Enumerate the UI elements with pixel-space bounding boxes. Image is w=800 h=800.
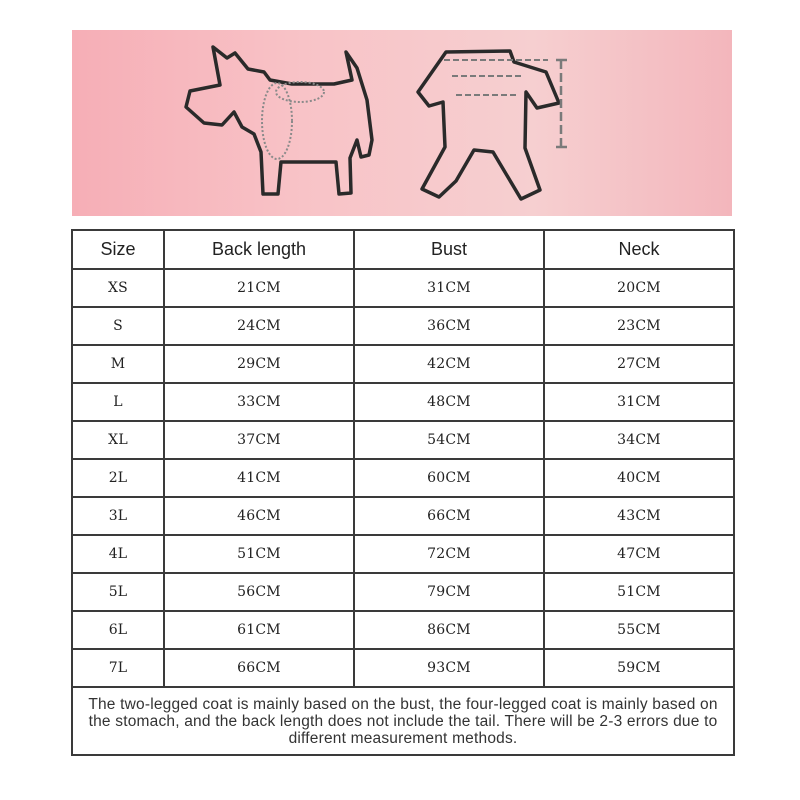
neck-cell: 31CM [544,383,734,421]
bust-cell: 31CM [354,269,544,307]
bust-cell: 48CM [354,383,544,421]
column-header-neck: Neck [544,230,734,269]
back-length-cell: 37CM [164,421,354,459]
bust-cell: 79CM [354,573,544,611]
bust-cell: 42CM [354,345,544,383]
neck-cell: 59CM [544,649,734,687]
size-cell: 7L [72,649,164,687]
column-header-back-length: Back length [164,230,354,269]
table-row [72,573,734,611]
coat-measure-lines [444,60,548,95]
size-cell: 2L [72,459,164,497]
table-row [72,307,734,345]
back-length-cell: 41CM [164,459,354,497]
size-cell: S [72,307,164,345]
table-row [72,649,734,687]
size-cell: XL [72,421,164,459]
note-row [72,687,734,755]
bust-cell: 72CM [354,535,544,573]
table-row [72,383,734,421]
table-row [72,269,734,307]
neck-cell: 47CM [544,535,734,573]
back-length-cell: 24CM [164,307,354,345]
size-cell: 3L [72,497,164,535]
bust-cell: 54CM [354,421,544,459]
size-chart-table [71,229,735,756]
back-length-cell: 21CM [164,269,354,307]
size-cell: XS [72,269,164,307]
table-row [72,421,734,459]
neck-cell: 55CM [544,611,734,649]
back-length-cell: 46CM [164,497,354,535]
neck-cell: 34CM [544,421,734,459]
table-row [72,497,734,535]
back-length-cell: 51CM [164,535,354,573]
dog-measure-lines [262,82,324,159]
measurement-banner [72,30,732,216]
table-row [72,611,734,649]
bust-cell: 36CM [354,307,544,345]
column-header-bust: Bust [354,230,544,269]
table-body [72,269,734,755]
back-length-cell: 29CM [164,345,354,383]
measurement-illustration [72,30,732,216]
neck-cell: 27CM [544,345,734,383]
size-cell: L [72,383,164,421]
back-length-cell: 61CM [164,611,354,649]
column-header-size: Size [72,230,164,269]
size-cell: 6L [72,611,164,649]
dog-silhouette-icon [186,47,372,194]
dog-coat-icon [418,51,559,199]
table-row [72,535,734,573]
neck-cell: 23CM [544,307,734,345]
size-cell: 5L [72,573,164,611]
table-row [72,459,734,497]
bust-cell: 66CM [354,497,544,535]
bust-cell: 86CM [354,611,544,649]
neck-cell: 43CM [544,497,734,535]
size-cell: M [72,345,164,383]
back-length-cell: 66CM [164,649,354,687]
back-length-cell: 33CM [164,383,354,421]
size-cell: 4L [72,535,164,573]
neck-cell: 40CM [544,459,734,497]
table-row [72,345,734,383]
neck-cell: 20CM [544,269,734,307]
bust-cell: 60CM [354,459,544,497]
neck-cell: 51CM [544,573,734,611]
table-header-row [72,230,734,269]
back-length-cell: 56CM [164,573,354,611]
measurement-note: The two-legged coat is mainly based on the bust, the four-legged coat is mainly based on the stomach, and the back length does not include the tail. There will be 2-3 errors due to different measurement methods. [72,687,734,755]
bust-cell: 93CM [354,649,544,687]
